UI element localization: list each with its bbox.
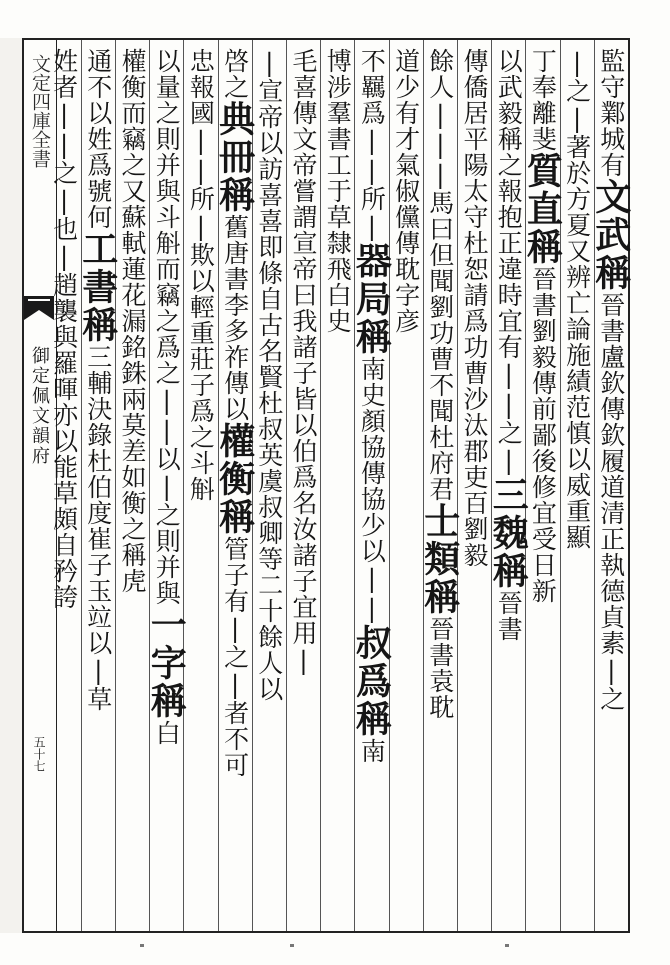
book-title: 御定佩文韻府 [29, 346, 50, 466]
entry-heading: 叔爲稱 [350, 624, 393, 738]
column-rule [423, 40, 424, 931]
entry-text: |趙襲與羅暉亦以能草頗自矜誇 [49, 242, 79, 610]
entry-text: 著於方夏又辨亡論施績范慎以威重顯 [562, 134, 592, 550]
column-rule [354, 40, 355, 931]
entry-text: 不羈爲||所| [357, 48, 387, 242]
entry-text: 管子有|之|者不可 [220, 536, 250, 778]
entry-text: 博涉羣書工于草隸飛白 [323, 48, 353, 308]
entry-text: 啓之 [220, 48, 250, 100]
text-column [252, 48, 286, 923]
column-rule [218, 40, 219, 931]
text-column [457, 48, 491, 923]
entry-text: |宣帝以訪喜喜即條自古名賢杜叔英虞叔卿等二十餘人以 [254, 48, 284, 702]
entry-text: 傳僑居平陽太守杜恕請爲功曹沙汰郡吏百 [460, 48, 489, 516]
text-column [183, 48, 217, 923]
scan-dot [290, 944, 294, 947]
text-column [589, 48, 632, 923]
entry-heading: 典冊稱 [213, 100, 256, 214]
text-column [213, 48, 256, 923]
entry-text: |之| [562, 48, 592, 134]
column-rule [389, 40, 390, 931]
column-rule [594, 40, 595, 931]
entry-text: 欺以輕重莊子爲之斗斛 [186, 242, 216, 502]
entry-text: 忠報國||所| [186, 48, 216, 242]
entry-text: 虎 [118, 568, 147, 594]
text-column [145, 48, 188, 923]
entry-text: 傳耽字彦 [391, 230, 421, 334]
entry-text: 通不以姓爲號何 [83, 48, 113, 230]
text-column [487, 48, 530, 923]
entry-text: 晉書袁耽 [425, 616, 455, 720]
entry-text: 晉書盧欽傳欽履道清正執德貞素|之 [596, 292, 626, 712]
entry-text: 道少有才氣俶儻 [391, 48, 421, 230]
text-column [560, 48, 594, 923]
text-column [389, 48, 423, 923]
text-column [521, 48, 564, 923]
entry-heading: 工書稱 [76, 230, 119, 344]
scan-dot [140, 944, 144, 947]
margin-header: 文定四庫全書 [29, 54, 51, 168]
column-rule [81, 40, 82, 931]
text-column [350, 48, 393, 923]
entry-text: 舊唐書李多祚傳以 [220, 214, 250, 422]
column-rule [183, 40, 184, 931]
entry-text: 南史顏協傳協少以|| [357, 356, 387, 624]
entry-text: 白 [152, 720, 182, 746]
entry-text: 丁奉離斐 [528, 48, 558, 152]
entry-heading: 士類稱 [418, 502, 461, 616]
page-number: 五十七 [32, 736, 46, 772]
entry-text: 姓者||之|也 [49, 48, 79, 242]
text-column [320, 48, 354, 923]
entry-text: 餘人|||馬曰但聞劉功曹不聞杜府君 [425, 48, 455, 502]
text-column [286, 48, 320, 923]
entry-text: 監守鄴城有 [596, 48, 626, 178]
entry-heading: 文武稱 [589, 178, 632, 292]
entry-heading: 質直稱 [521, 152, 564, 266]
entry-heading: 權衡稱 [213, 422, 256, 536]
entry-text: 劉毅 [460, 516, 489, 568]
entry-text: 之報抱正違時宜有||之| [494, 152, 524, 476]
column-rule [286, 40, 287, 931]
column-rule [149, 40, 150, 931]
text-column [76, 48, 119, 923]
text-column [115, 48, 149, 923]
entry-text: 三輔決錄杜伯度崔子玉竝以|草 [83, 344, 113, 712]
entry-heading: 三魏稱 [487, 476, 530, 590]
column-rule [115, 40, 116, 931]
column-rule [491, 40, 492, 931]
entry-heading: 一字稱 [145, 606, 188, 720]
entry-text: 史 [323, 308, 353, 334]
binding-edge [0, 38, 22, 933]
column-rule [320, 40, 321, 931]
column-rule [457, 40, 458, 931]
entry-text: 以武毅稱 [494, 48, 524, 152]
scan-dot [505, 944, 509, 947]
entry-text: 權衡而竊之又蘇軾蓮花漏銘銖兩莫差如衡之稱 [118, 48, 147, 568]
entry-text: 晉書 [494, 590, 524, 642]
entry-heading: 器局稱 [350, 242, 393, 356]
text-column [47, 48, 81, 923]
entry-text: 毛喜傳文帝嘗謂宣帝曰我諸子皆以伯爲名汝諸子宜用| [289, 48, 318, 676]
entry-text: 晉書劉毅傳前鄙後修宜受日新 [528, 266, 558, 604]
entry-text: 南 [357, 738, 387, 764]
entry-text: 以量之則并與斗斛而竊之爲之||以|之則并與 [152, 48, 182, 606]
text-column [418, 48, 461, 923]
